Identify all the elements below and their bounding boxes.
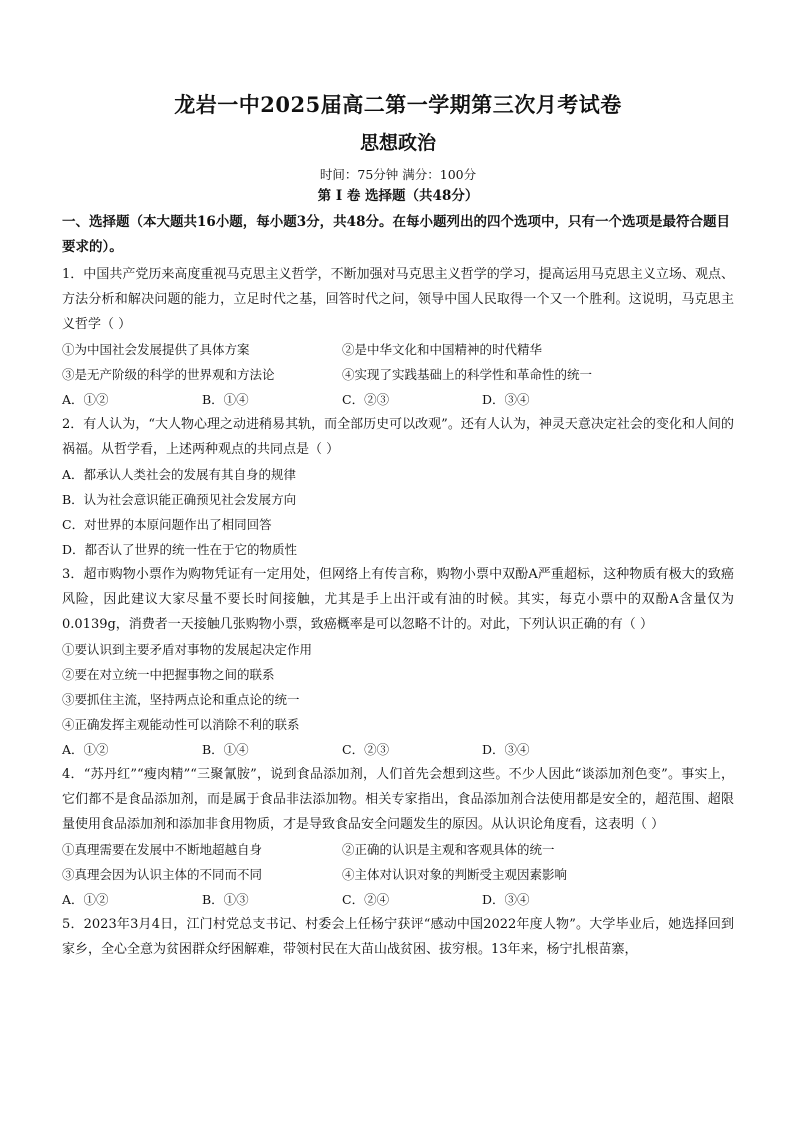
statement-row bbox=[62, 337, 734, 362]
answer-choice: A．①② bbox=[62, 892, 109, 907]
statement-item: ②要在对立统一中把握事物之间的联系 bbox=[62, 667, 275, 682]
statement-item: ①要认识到主要矛盾对事物的发展起决定作用 bbox=[62, 642, 313, 657]
statement-item: ①为中国社会发展提供了具体方案 bbox=[62, 342, 250, 357]
question-stem: 3．超市购物小票作为购物凭证有一定用处，但网络上有传言称，购物小票中双酚A严重超标，这种物质有极大的致癌风险，因此建议大家尽量不要长时间接触，尤其是手上出汗或有油的时候。其实，每克小票中的双酚A含量仅为0.0139g，消费者一天接触几张购物小票，致癌概率是可以忽略不计的。对此，下列认识正确的有（ ） bbox=[62, 567, 734, 632]
question-stem: 1．中国共产党历来高度重视马克思主义哲学，不断加强对马克思主义哲学的学习，提高运用马克思主义立场、观点、方法分析和解决问题的能力，立足时代之基，回答时代之问，领导中国人民取得一个又一个胜利。这说明，马克思主义哲学（ ） bbox=[62, 267, 734, 332]
statement-row bbox=[62, 362, 734, 387]
answer-choice: B．①④ bbox=[202, 392, 249, 407]
statement-item: ④主体对认识对象的判断受主观因素影响 bbox=[342, 867, 568, 882]
part-heading: 第 I 卷 选择题（共48分） bbox=[317, 188, 479, 204]
statement-row bbox=[62, 862, 734, 887]
answer-choice: D．都否认了世界的统一性在于它的物质性 bbox=[62, 542, 298, 557]
answer-choice: A．①② bbox=[62, 392, 109, 407]
statement-item: ④正确发挥主观能动性可以消除不利的联系 bbox=[62, 717, 300, 732]
statement-row bbox=[62, 837, 734, 862]
question-stem: 2．有人认为，“大人物心理之动进稍易其轨，而全部历史可以改观”。还有人认为，神灵天意决定社会的变化和人间的祸福。从哲学看，上述两种观点的共同点是（ ） bbox=[62, 417, 734, 457]
statement-item: ③是无产阶级的科学的世界观和方法论 bbox=[62, 367, 275, 382]
exam-meta: 时间：75分钟 满分：100分 bbox=[319, 167, 477, 182]
answer-choice: D．③④ bbox=[482, 742, 530, 757]
answer-choice: C．②④ bbox=[342, 892, 390, 907]
answer-choice: D．③④ bbox=[482, 392, 530, 407]
exam-title: 龙岩一中2025届高二第一学期第三次月考试卷 bbox=[174, 92, 622, 117]
answer-choice: A．①② bbox=[62, 742, 109, 757]
exam-page bbox=[62, 90, 734, 962]
choice-row bbox=[62, 737, 734, 762]
exam-subject: 思想政治 bbox=[359, 132, 436, 154]
statement-item: ④实现了实践基础上的科学性和革命性的统一 bbox=[342, 367, 593, 382]
answer-choice: B．认为社会意识能正确预见社会发展方向 bbox=[62, 492, 297, 507]
answer-choice: A．都承认人类社会的发展有其自身的规律 bbox=[62, 467, 297, 482]
answer-choice: C．对世界的本原问题作出了相同回答 bbox=[62, 517, 272, 532]
statement-item: ③要抓住主流，坚持两点论和重点论的统一 bbox=[62, 692, 300, 707]
answer-choice: B．①③ bbox=[202, 892, 249, 907]
statement-item: ③真理会因为认识主体的不同而不同 bbox=[62, 867, 263, 882]
question-stem: 4．“苏丹红”“瘦肉精”“三聚氰胺”，说到食品添加剂，人们首先会想到这些。不少人因此“谈添加剂色变”。事实上，它们都不是食品添加剂，而是属于食品非法添加物。相关专家指出，食品添加剂合法使用都是安全的，超范围、超限量使用食品添加剂和添加非食用物质，才是导致食品安全问题发生的原因。从认识论角度看，这表明（ ） bbox=[62, 767, 734, 832]
question-stem: 5．2023年3月4日，江门村党总支书记、村委会上任杨宁获评“感动中国2022年度人物”。大学毕业后，她选择回到家乡，全心全意为贫困群众纾困解难，带领村民在大苗山战贫困、拔穷根。13年来，杨宁扎根苗寨， bbox=[62, 917, 734, 957]
choice-row bbox=[62, 887, 734, 912]
answer-choice: C．②③ bbox=[342, 392, 390, 407]
answer-choice: C．②③ bbox=[342, 742, 390, 757]
statement-item: ②正确的认识是主观和客观具体的统一 bbox=[342, 842, 555, 857]
answer-choice: D．③④ bbox=[482, 892, 530, 907]
statement-item: ②是中华文化和中国精神的时代精华 bbox=[342, 342, 543, 357]
choice-row bbox=[62, 387, 734, 412]
answer-choice: B．①④ bbox=[202, 742, 249, 757]
section-heading: 一、选择题（本大题共16小题，每小题3分，共48分。在每小题列出的四个选项中，只有一个选项是最符合题目要求的）。 bbox=[62, 214, 730, 255]
statement-item: ①真理需要在发展中不断地超越自身 bbox=[62, 842, 263, 857]
